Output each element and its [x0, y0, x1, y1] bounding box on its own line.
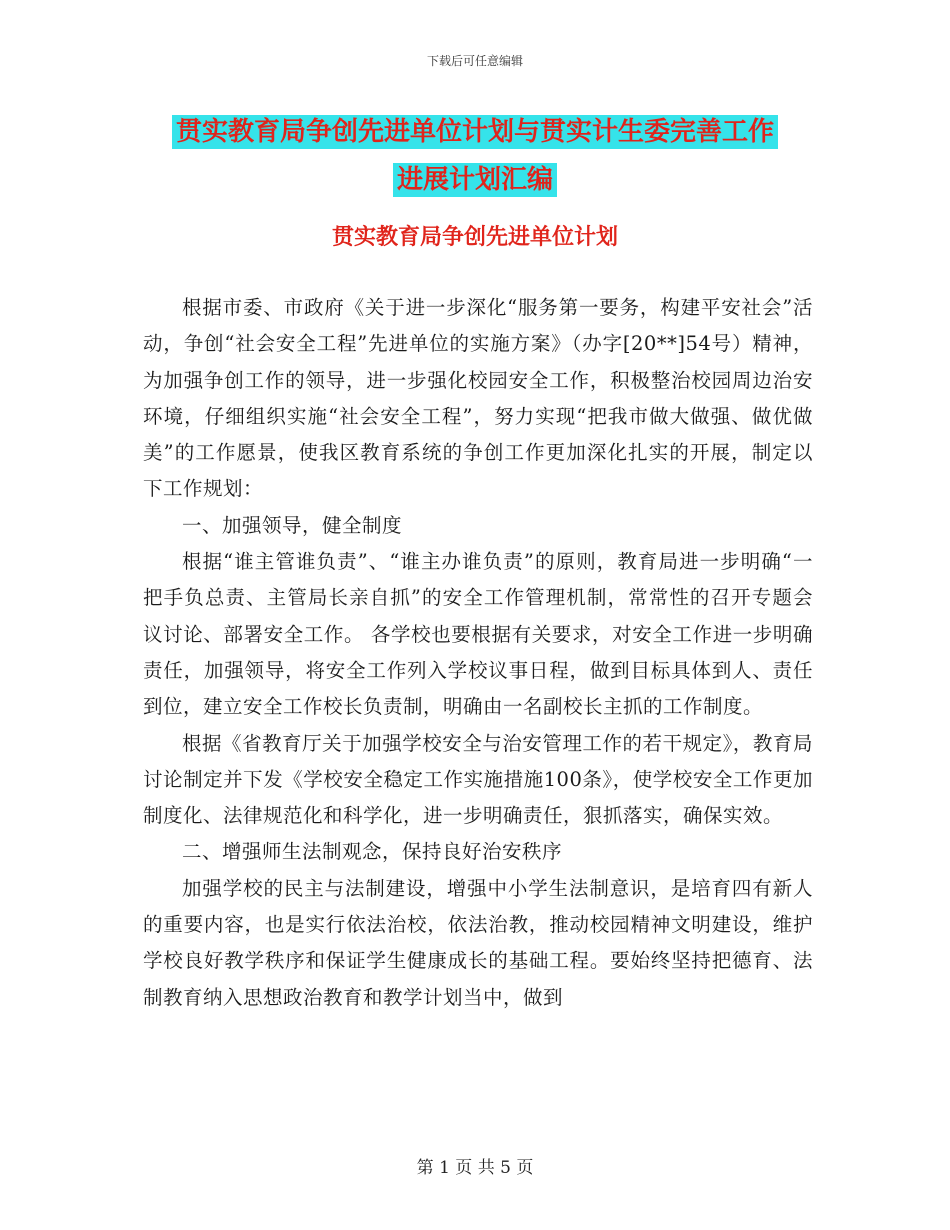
document-title-line-1: 贯实教育局争创先进单位计划与贯实计生委完善工作 [172, 115, 778, 149]
section-heading: 二、增强师生法制观念，保持良好治安秩序 [182, 840, 563, 864]
section-title: 贯实教育局争创先进单位计划 [331, 224, 618, 250]
paragraph: 加强学校的民主与法制建设，增强中小学生法制意识，是培育四有新人的重要内容，也是实行依法治校，依法治教，推动校园精神文明建设，维护学校良好教学秩序和保证学生健康成长的基础工程。要始终坚持把德育、法制教育纳入思想政治教育和教学计划当中，做到 [143, 876, 813, 1009]
paragraph: 根据市委、市政府《关于进一步深化“服务第一要务，构建平安社会”活动，争创“社会安全工程”先进单位的实施方案》（办字[20**]54号）精神，为加强争创工作的领导，进一步强化校园安全工作，积极整治校园周边治安环境，仔细组织实施“社会安全工程”，努力实现“把我市做大做强、做优做美”的工作愿景，使我区教育系统的争创工作更加深化扎实的开展，制定以下工作规划： [143, 296, 813, 501]
document-body [143, 290, 813, 1016]
document-title [0, 108, 950, 204]
page-number: 第 1 页 共 5 页 [416, 1158, 534, 1178]
paragraph: 根据《省教育厅关于加强学校安全与治安管理工作的若干规定》，教育局讨论制定并下发《学校安全稳定工作实施措施100条》，使学校安全工作更加制度化、法律规范化和科学化，进一步明确责任，狠抓落实，确保实效。 [143, 731, 813, 828]
paragraph: 根据“谁主管谁负责”、“谁主办谁负责”的原则，教育局进一步明确“一把手负总责、主管局长亲自抓”的安全工作管理机制，常常性的召开专题会议讨论、部署安全工作。 各学校也要根据有关要求，对安全工作进一步明确责任，加强领导，将安全工作列入学校议事日程，做到目标具体到人、责任到位，建立安全工作校长负责制，明确由一名副校长主抓的工作制度。 [143, 550, 813, 719]
page-header-note: 下载后可任意编辑 [426, 54, 523, 68]
section-heading: 一、加强领导，健全制度 [182, 513, 403, 537]
document-title-line-2: 进展计划汇编 [393, 163, 557, 197]
